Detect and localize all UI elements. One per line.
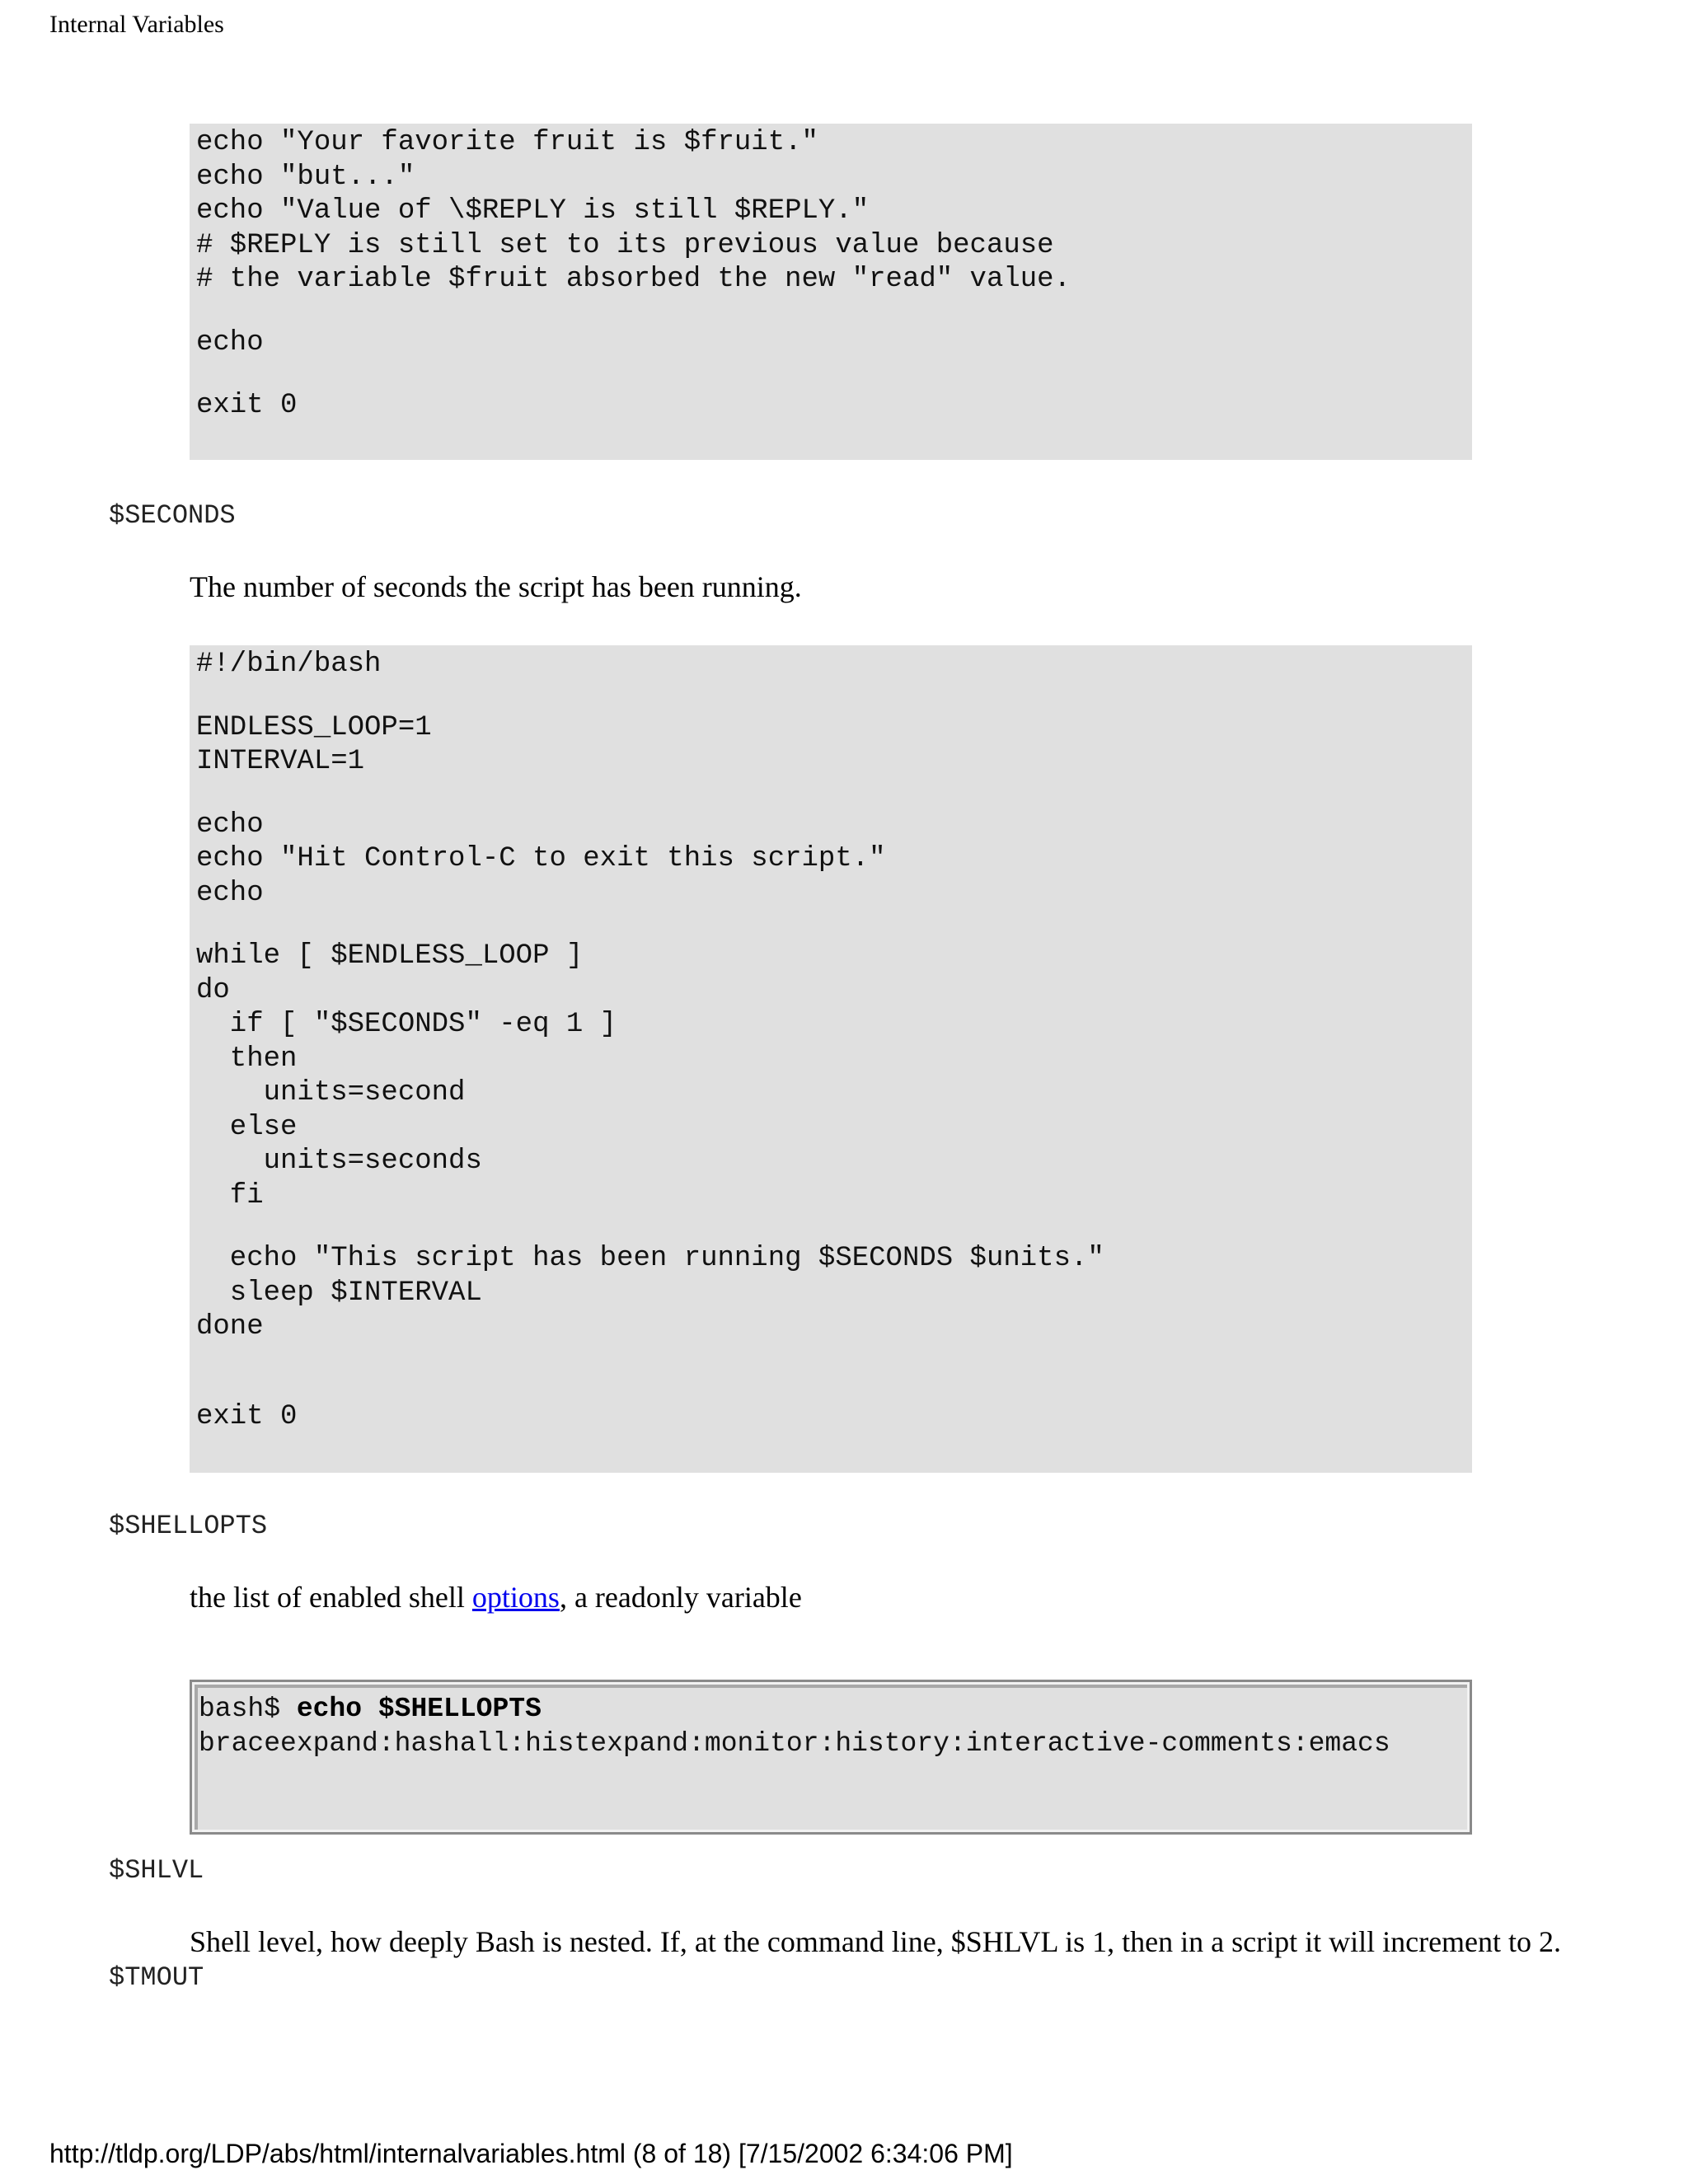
screen-command: echo $SHELLOPTS <box>296 1694 542 1724</box>
page-footer-url: http://tldp.org/LDP/abs/html/internalvariables.html (8 of 18) [7/15/2002 6:34:06 PM] <box>49 2139 1013 2168</box>
code-lines-echo-fruit: echo "Your favorite fruit is $fruit." echo "but..." echo "Value of \$REPLY is still $REPLY." # $REPLY is still set to its previous value because # the variable $fruit absorbed the new "read" value. <box>196 127 1071 295</box>
code-line-echo: echo <box>196 326 264 359</box>
screen-block-shellopts <box>190 1680 1472 1835</box>
description-shellopts <box>190 1579 802 1615</box>
term-seconds: $SECONDS <box>109 500 236 531</box>
description-shellopts-before: the list of enabled shell <box>190 1581 472 1614</box>
code-line-exit: exit 0 <box>196 390 298 421</box>
code-lines-echo-banner: echo echo "Hit Control-C to exit this script." echo <box>196 808 886 909</box>
term-shlvl: $SHLVL <box>109 1855 204 1886</box>
code-block-fruit-example <box>190 124 1472 460</box>
code-line-shebang: #!/bin/bash <box>196 649 382 680</box>
screen-prompt: bash$ <box>199 1694 297 1724</box>
screen-text <box>199 1692 1470 1761</box>
code-line-exit: exit 0 <box>196 1400 298 1432</box>
code-block-seconds-script <box>190 645 1472 1473</box>
page-header-title: Internal Variables <box>49 11 224 38</box>
term-tmout: $TMOUT <box>109 1962 204 1993</box>
description-shellopts-after: , a readonly variable <box>559 1581 802 1614</box>
code-lines-while-loop: while [ $ENDLESS_LOOP ] do if [ "$SECONDS" -eq 1 ] then units=second else units=seconds fi <box>196 940 617 1212</box>
description-seconds: The number of seconds the script has been running. <box>190 570 802 603</box>
screen-output: braceexpand:hashall:histexpand:monitor:history:interactive-comments:emacs <box>199 1728 1390 1759</box>
code-lines-variables: ENDLESS_LOOP=1 INTERVAL=1 <box>196 711 432 777</box>
code-lines-loop-body: echo "This script has been running $SECONDS $units." sleep $INTERVAL done <box>196 1243 1104 1343</box>
term-shellopts: $SHELLOPTS <box>109 1511 268 1541</box>
description-shlvl: Shell level, how deeply Bash is nested. If, at the command line, $SHLVL is 1, then in a script it will increment to 2. <box>190 1925 1562 1958</box>
options-link[interactable]: options <box>471 1581 560 1614</box>
